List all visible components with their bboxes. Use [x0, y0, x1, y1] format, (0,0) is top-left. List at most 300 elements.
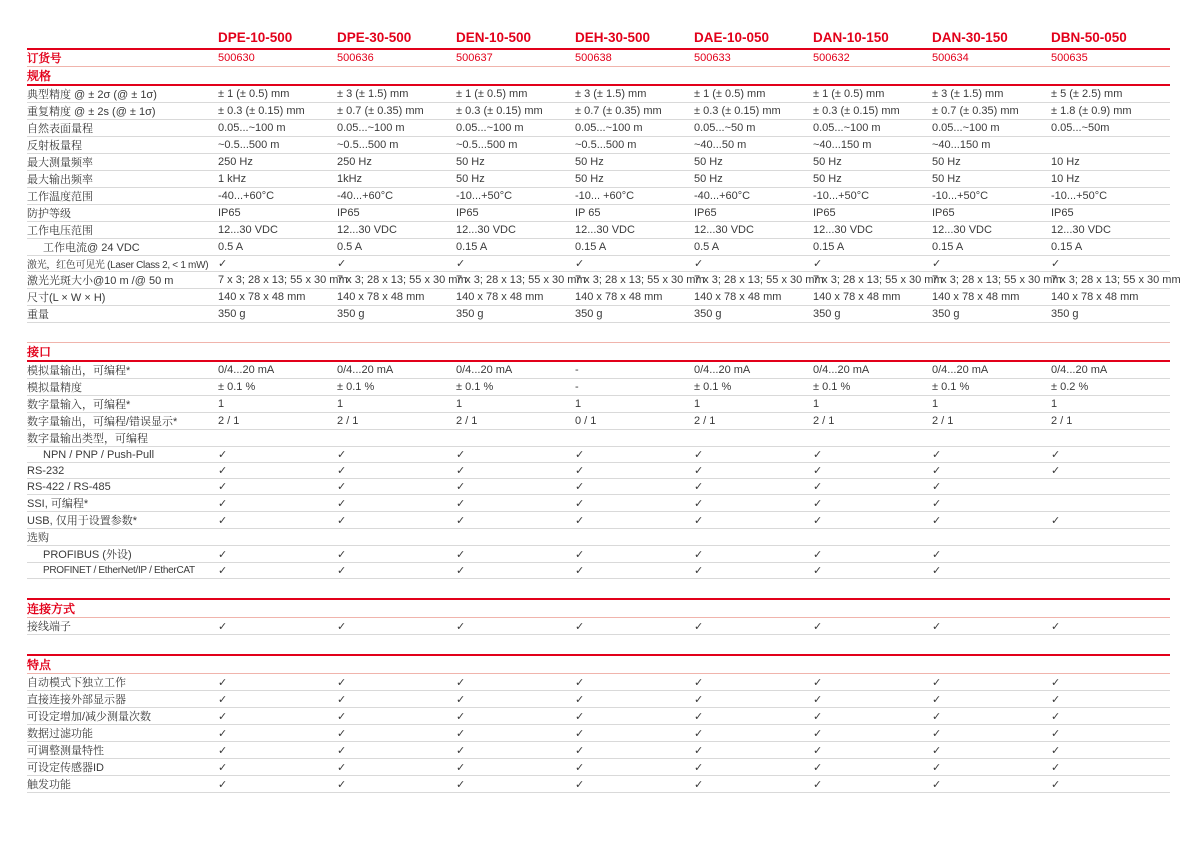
- row-label: 防护等级: [27, 205, 218, 222]
- column-header-row: [27, 26, 1170, 49]
- spec-value: ± 0.1 %: [337, 379, 456, 396]
- column-header: DPE-10-500: [218, 30, 293, 45]
- spec-value: 1kHz: [337, 171, 456, 188]
- spec-value: 12...30 VDC: [218, 222, 337, 239]
- spec-value: 0.15 A: [456, 239, 575, 256]
- row-label: 重量: [27, 306, 218, 323]
- check-mark: ✓: [932, 618, 1051, 635]
- check-mark: ✓: [456, 447, 575, 463]
- spec-value: 140 x 78 x 48 mm: [932, 289, 1051, 306]
- spec-value: 0.05...~100 m: [456, 120, 575, 137]
- check-mark: ✓: [932, 447, 1051, 463]
- check-mark: ✓: [456, 479, 575, 495]
- row-label: RS-232: [27, 463, 218, 479]
- spec-value: 0/4...20 mA: [218, 361, 337, 379]
- spec-value: ~40...150 m: [932, 137, 1051, 154]
- check-mark: ✓: [694, 563, 813, 579]
- spec-value: 2 / 1: [694, 413, 813, 430]
- check-mark: ✓: [694, 674, 813, 691]
- check-mark: ✓: [218, 725, 337, 742]
- spec-value: -10... +60°C: [575, 188, 694, 205]
- spec-value: ~0.5...500 m: [456, 137, 575, 154]
- check-mark: ✓: [1051, 742, 1170, 759]
- spec-value: IP65: [694, 205, 813, 222]
- spec-value: 140 x 78 x 48 mm: [1051, 289, 1170, 306]
- check-mark: ✓: [456, 674, 575, 691]
- spec-row: [27, 379, 1170, 396]
- spec-value: 0/4...20 mA: [813, 361, 932, 379]
- spec-value: 12...30 VDC: [337, 222, 456, 239]
- check-mark: ✓: [932, 759, 1051, 776]
- check-mark: ✓: [694, 618, 813, 635]
- check-mark: ✓: [932, 256, 1051, 272]
- check-mark: ✓: [694, 776, 813, 793]
- spec-value: 1: [1051, 396, 1170, 413]
- row-label: 接线端子: [27, 618, 218, 635]
- column-header: DAN-30-150: [932, 30, 1008, 45]
- check-mark: ✓: [1051, 776, 1170, 793]
- spec-value: ~0.5...500 m: [337, 137, 456, 154]
- spec-value: -40...+60°C: [694, 188, 813, 205]
- check-mark: ✓: [218, 563, 337, 579]
- row-label: 激光，红色可见光 (Laser Class 2, < 1 mW): [27, 256, 218, 272]
- row-label: PROFINET / EtherNet/IP / EtherCAT: [27, 563, 218, 579]
- spec-row: [27, 479, 1170, 495]
- check-mark: ✓: [337, 618, 456, 635]
- check-mark: ✓: [932, 512, 1051, 529]
- check-mark: ✓: [694, 479, 813, 495]
- spec-row: [27, 85, 1170, 103]
- spec-value: 2 / 1: [218, 413, 337, 430]
- column-header: DAE-10-050: [694, 30, 770, 45]
- check-mark: ✓: [575, 742, 694, 759]
- check-mark: ✓: [813, 447, 932, 463]
- spec-value: ± 0.7 (± 0.35) mm: [575, 103, 694, 120]
- check-mark: ✓: [694, 447, 813, 463]
- spec-value: [1051, 430, 1170, 447]
- row-label: 数字量输出，可编程/错误显示*: [27, 413, 218, 430]
- spec-value: 350 g: [337, 306, 456, 323]
- section-title: 规格: [27, 67, 1170, 86]
- row-label: SSI, 可编程*: [27, 495, 218, 512]
- check-mark: ✓: [1051, 674, 1170, 691]
- check-mark: ✓: [337, 776, 456, 793]
- spec-row: [27, 289, 1170, 306]
- gap-cell: [27, 635, 1170, 656]
- spec-row: [27, 512, 1170, 529]
- spec-value: 1: [932, 396, 1051, 413]
- spec-row: [27, 137, 1170, 154]
- spec-value: 0.05...~100 m: [813, 120, 932, 137]
- row-label: 可调整测量特性: [27, 742, 218, 759]
- spec-row: [27, 691, 1170, 708]
- spec-row: [27, 725, 1170, 742]
- row-label: 自然表面量程: [27, 120, 218, 137]
- section-gap: [27, 635, 1170, 656]
- check-mark: ✓: [575, 708, 694, 725]
- check-mark: ✓: [1051, 447, 1170, 463]
- spec-value: 0.5 A: [694, 239, 813, 256]
- check-mark: ✓: [218, 674, 337, 691]
- section-title-row: [27, 599, 1170, 618]
- row-label: 激光光斑大小@10 m /@ 50 m: [27, 272, 218, 289]
- spec-value: ~0.5...500 m: [575, 137, 694, 154]
- spec-row: [27, 463, 1170, 479]
- spec-value: 350 g: [813, 306, 932, 323]
- spec-row: [27, 563, 1170, 579]
- spec-value: 140 x 78 x 48 mm: [694, 289, 813, 306]
- order-number-label: 订货号: [27, 49, 218, 67]
- spec-value: 50 Hz: [575, 154, 694, 171]
- check-mark: ✓: [337, 674, 456, 691]
- row-label: 重复精度 @ ± 2s (@ ± 1σ): [27, 103, 218, 120]
- spec-row: [27, 272, 1170, 289]
- spec-value: [1051, 479, 1170, 495]
- row-label: 模拟量输出，可编程*: [27, 361, 218, 379]
- check-mark: ✓: [337, 691, 456, 708]
- section-title: 接口: [27, 343, 1170, 362]
- check-mark: ✓: [337, 708, 456, 725]
- spec-value: 0/4...20 mA: [337, 361, 456, 379]
- check-mark: ✓: [337, 742, 456, 759]
- check-mark: ✓: [575, 479, 694, 495]
- spec-value: 350 g: [218, 306, 337, 323]
- column-header: DAN-10-150: [813, 30, 889, 45]
- spec-value: 0.05...~50 m: [694, 120, 813, 137]
- spec-row: [27, 430, 1170, 447]
- gap-cell: [27, 579, 1170, 600]
- spec-value: 50 Hz: [813, 171, 932, 188]
- spec-value: 10 Hz: [1051, 154, 1170, 171]
- spec-value: ± 0.1 %: [932, 379, 1051, 396]
- check-mark: ✓: [1051, 512, 1170, 529]
- spec-value: ± 1 (± 0.5) mm: [218, 85, 337, 103]
- row-label: 工作电压范围: [27, 222, 218, 239]
- check-mark: ✓: [813, 759, 932, 776]
- check-mark: ✓: [813, 563, 932, 579]
- row-label: USB, 仅用于设置参数*: [27, 512, 218, 529]
- check-mark: ✓: [218, 708, 337, 725]
- spec-row: [27, 239, 1170, 256]
- spec-value: -10...+50°C: [1051, 188, 1170, 205]
- spec-value: 50 Hz: [456, 154, 575, 171]
- spec-value: 12...30 VDC: [1051, 222, 1170, 239]
- spec-value: 350 g: [932, 306, 1051, 323]
- spec-row: [27, 205, 1170, 222]
- row-label: 典型精度 @ ± 2σ (@ ± 1σ): [27, 85, 218, 103]
- spec-value: [1051, 495, 1170, 512]
- spec-value: 0.05...~100 m: [932, 120, 1051, 137]
- spec-row: [27, 413, 1170, 430]
- row-label: 最大测量频率: [27, 154, 218, 171]
- check-mark: ✓: [813, 708, 932, 725]
- spec-value: -40...+60°C: [337, 188, 456, 205]
- spec-value: 1: [575, 396, 694, 413]
- spec-value: 140 x 78 x 48 mm: [218, 289, 337, 306]
- spec-value: 2 / 1: [932, 413, 1051, 430]
- spec-value: IP 65: [575, 205, 694, 222]
- check-mark: ✓: [694, 463, 813, 479]
- spec-value: [694, 529, 813, 546]
- spec-value: ± 0.3 (± 0.15) mm: [456, 103, 575, 120]
- spec-value: ~40...50 m: [694, 137, 813, 154]
- check-mark: ✓: [575, 618, 694, 635]
- spec-value: -10...+50°C: [932, 188, 1051, 205]
- spec-value: [337, 430, 456, 447]
- spec-value: 7 x 3; 28 x 13; 55 x 30 mm: [1051, 272, 1170, 289]
- check-mark: ✓: [1051, 618, 1170, 635]
- spec-row: [27, 759, 1170, 776]
- spec-value: 0.15 A: [575, 239, 694, 256]
- check-mark: ✓: [456, 776, 575, 793]
- spec-value: IP65: [813, 205, 932, 222]
- check-mark: ✓: [813, 742, 932, 759]
- check-mark: ✓: [1051, 759, 1170, 776]
- spec-value: [218, 529, 337, 546]
- check-mark: ✓: [218, 447, 337, 463]
- check-mark: ✓: [456, 256, 575, 272]
- spec-value: 7 x 3; 28 x 13; 55 x 30 mm: [456, 272, 575, 289]
- spec-value: 1 kHz: [218, 171, 337, 188]
- column-header: DEN-10-500: [456, 30, 532, 45]
- corner-cell: [27, 26, 218, 49]
- check-mark: ✓: [813, 776, 932, 793]
- spec-value: ~0.5...500 m: [218, 137, 337, 154]
- order-number-value: 500630: [218, 49, 337, 67]
- check-mark: ✓: [337, 495, 456, 512]
- spec-value: -40...+60°C: [218, 188, 337, 205]
- spec-value: 0/4...20 mA: [932, 361, 1051, 379]
- spec-value: [813, 529, 932, 546]
- check-mark: ✓: [575, 512, 694, 529]
- check-mark: ✓: [813, 691, 932, 708]
- section-title: 特点: [27, 655, 1170, 674]
- row-label: PROFIBUS (外设): [27, 546, 218, 563]
- spec-value: 50 Hz: [575, 171, 694, 188]
- spec-value: 0.05...~100 m: [337, 120, 456, 137]
- spec-row: [27, 495, 1170, 512]
- spec-value: -10...+50°C: [813, 188, 932, 205]
- check-mark: ✓: [694, 512, 813, 529]
- check-mark: ✓: [694, 742, 813, 759]
- section-title-row: [27, 343, 1170, 362]
- spec-value: 7 x 3; 28 x 13; 55 x 30 mm: [218, 272, 337, 289]
- spec-value: 250 Hz: [337, 154, 456, 171]
- check-mark: ✓: [1051, 463, 1170, 479]
- spec-value: IP65: [337, 205, 456, 222]
- check-mark: ✓: [813, 495, 932, 512]
- spec-value: 50 Hz: [694, 154, 813, 171]
- check-mark: ✓: [575, 495, 694, 512]
- check-mark: ✓: [932, 495, 1051, 512]
- check-mark: ✓: [932, 479, 1051, 495]
- check-mark: ✓: [218, 546, 337, 563]
- spec-value: IP65: [456, 205, 575, 222]
- check-mark: ✓: [337, 546, 456, 563]
- spec-value: 7 x 3; 28 x 13; 55 x 30 mm: [813, 272, 932, 289]
- spec-value: [575, 529, 694, 546]
- spec-value: 0.05...~50m: [1051, 120, 1170, 137]
- spec-value: IP65: [218, 205, 337, 222]
- spec-value: 140 x 78 x 48 mm: [575, 289, 694, 306]
- spec-row: [27, 546, 1170, 563]
- spec-value: 7 x 3; 28 x 13; 55 x 30 mm: [932, 272, 1051, 289]
- spec-value: ± 1 (± 0.5) mm: [694, 85, 813, 103]
- check-mark: ✓: [337, 447, 456, 463]
- check-mark: ✓: [575, 546, 694, 563]
- spec-value: 0.5 A: [218, 239, 337, 256]
- check-mark: ✓: [575, 759, 694, 776]
- check-mark: ✓: [218, 742, 337, 759]
- spec-row: [27, 154, 1170, 171]
- spec-value: ± 3 (± 1.5) mm: [575, 85, 694, 103]
- check-mark: ✓: [218, 495, 337, 512]
- row-label: 最大输出频率: [27, 171, 218, 188]
- check-mark: ✓: [456, 563, 575, 579]
- spec-row: [27, 306, 1170, 323]
- spec-value: 12...30 VDC: [813, 222, 932, 239]
- spec-row: [27, 103, 1170, 120]
- check-mark: ✓: [337, 563, 456, 579]
- spec-row: [27, 708, 1170, 725]
- order-number-value: 500638: [575, 49, 694, 67]
- check-mark: ✓: [456, 512, 575, 529]
- check-mark: ✓: [694, 708, 813, 725]
- check-mark: ✓: [575, 691, 694, 708]
- spec-value: ± 1 (± 0.5) mm: [456, 85, 575, 103]
- check-mark: ✓: [694, 256, 813, 272]
- spec-value: 0/4...20 mA: [456, 361, 575, 379]
- check-mark: ✓: [932, 674, 1051, 691]
- spec-value: 0.15 A: [1051, 239, 1170, 256]
- row-label: NPN / PNP / Push-Pull: [27, 447, 218, 463]
- spec-value: [694, 430, 813, 447]
- row-label: 选购: [27, 529, 218, 546]
- check-mark: ✓: [694, 495, 813, 512]
- spec-value: 12...30 VDC: [694, 222, 813, 239]
- check-mark: ✓: [337, 759, 456, 776]
- order-number-value: 500637: [456, 49, 575, 67]
- check-mark: ✓: [813, 512, 932, 529]
- check-mark: ✓: [575, 563, 694, 579]
- spec-value: [456, 430, 575, 447]
- spec-value: ± 0.1 %: [456, 379, 575, 396]
- spec-table-body: [27, 26, 1181, 793]
- spec-row: [27, 618, 1170, 635]
- row-label: 模拟量精度: [27, 379, 218, 396]
- spec-row: [27, 171, 1170, 188]
- spec-value: 2 / 1: [456, 413, 575, 430]
- spec-table: [27, 26, 1181, 793]
- spec-value: 7 x 3; 28 x 13; 55 x 30 mm: [694, 272, 813, 289]
- row-label: 数据过滤功能: [27, 725, 218, 742]
- gap-cell: [27, 323, 1170, 343]
- spec-row: [27, 529, 1170, 546]
- check-mark: ✓: [575, 725, 694, 742]
- check-mark: ✓: [1051, 256, 1170, 272]
- spec-value: [456, 529, 575, 546]
- check-mark: ✓: [932, 776, 1051, 793]
- check-mark: ✓: [813, 725, 932, 742]
- spec-value: 12...30 VDC: [932, 222, 1051, 239]
- check-mark: ✓: [218, 256, 337, 272]
- spec-value: IP65: [1051, 205, 1170, 222]
- check-mark: ✓: [218, 759, 337, 776]
- spec-value: 140 x 78 x 48 mm: [813, 289, 932, 306]
- spec-value: 1: [813, 396, 932, 413]
- check-mark: ✓: [575, 463, 694, 479]
- check-mark: ✓: [813, 479, 932, 495]
- check-mark: ✓: [337, 463, 456, 479]
- spec-value: ± 3 (± 1.5) mm: [932, 85, 1051, 103]
- check-mark: ✓: [813, 674, 932, 691]
- check-mark: ✓: [575, 674, 694, 691]
- spec-value: 0/4...20 mA: [1051, 361, 1170, 379]
- check-mark: ✓: [218, 776, 337, 793]
- spec-value: IP65: [932, 205, 1051, 222]
- spec-value: ± 1.8 (± 0.9) mm: [1051, 103, 1170, 120]
- spec-value: 12...30 VDC: [575, 222, 694, 239]
- check-mark: ✓: [456, 546, 575, 563]
- check-mark: ✓: [575, 447, 694, 463]
- check-mark: ✓: [218, 512, 337, 529]
- spec-value: ~40...150 m: [813, 137, 932, 154]
- check-mark: ✓: [932, 546, 1051, 563]
- spec-row: [27, 674, 1170, 691]
- check-mark: ✓: [1051, 725, 1170, 742]
- check-mark: ✓: [456, 495, 575, 512]
- row-label: 自动模式下独立工作: [27, 674, 218, 691]
- spec-value: 350 g: [694, 306, 813, 323]
- spec-value: 350 g: [575, 306, 694, 323]
- spec-value: [932, 529, 1051, 546]
- row-label: 直接连接外部显示器: [27, 691, 218, 708]
- check-mark: ✓: [456, 725, 575, 742]
- spec-value: ± 0.1 %: [694, 379, 813, 396]
- row-label: 可设定传感器ID: [27, 759, 218, 776]
- spec-value: 2 / 1: [337, 413, 456, 430]
- check-mark: ✓: [694, 725, 813, 742]
- check-mark: ✓: [932, 725, 1051, 742]
- spec-value: 2 / 1: [1051, 413, 1170, 430]
- check-mark: ✓: [1051, 708, 1170, 725]
- check-mark: ✓: [932, 691, 1051, 708]
- spec-value: ± 0.3 (± 0.15) mm: [218, 103, 337, 120]
- spec-row: [27, 120, 1170, 137]
- row-label: 工作温度范围: [27, 188, 218, 205]
- section-title-row: [27, 67, 1170, 86]
- spec-value: 12...30 VDC: [456, 222, 575, 239]
- spec-value: [218, 430, 337, 447]
- spec-value: 0.5 A: [337, 239, 456, 256]
- spec-value: 1: [218, 396, 337, 413]
- spec-value: 140 x 78 x 48 mm: [456, 289, 575, 306]
- check-mark: ✓: [456, 742, 575, 759]
- check-mark: ✓: [575, 256, 694, 272]
- check-mark: ✓: [456, 708, 575, 725]
- spec-value: [575, 430, 694, 447]
- spec-value: [932, 430, 1051, 447]
- check-mark: ✓: [813, 463, 932, 479]
- check-mark: ✓: [932, 742, 1051, 759]
- spec-value: 10 Hz: [1051, 171, 1170, 188]
- check-mark: ✓: [337, 725, 456, 742]
- order-number-value: 500635: [1051, 49, 1170, 67]
- spec-value: -: [575, 361, 694, 379]
- row-label: 尺寸(L × W × H): [27, 289, 218, 306]
- check-mark: ✓: [932, 563, 1051, 579]
- spec-value: 0.15 A: [813, 239, 932, 256]
